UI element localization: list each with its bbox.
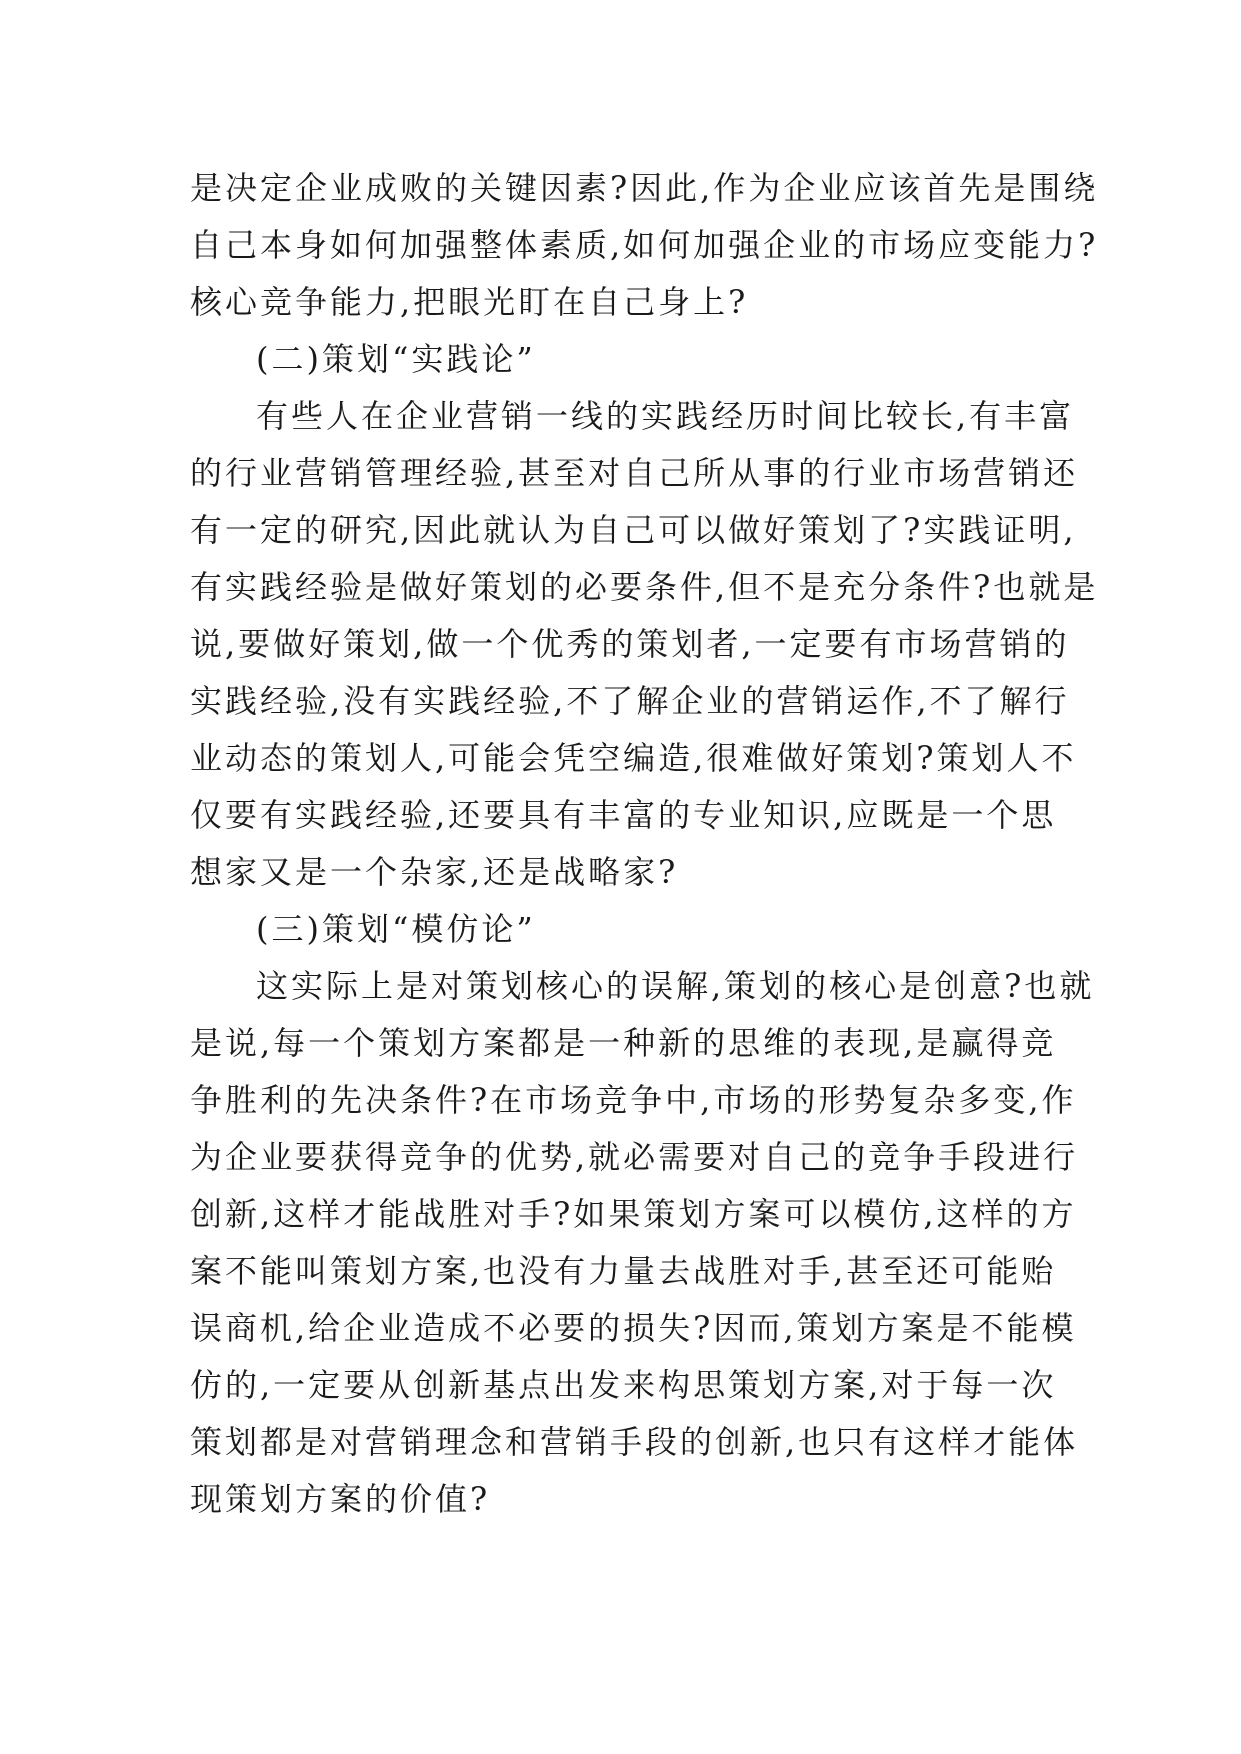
text-line: 想家又是一个杂家,还是战略家?: [190, 853, 679, 891]
text-line: 实践经验,没有实践经验,不了解企业的营销运作,不了解行: [190, 682, 1070, 720]
text-line: 争胜利的先决条件?在市场竞争中,市场的形势复杂多变,作: [190, 1081, 1077, 1119]
text-line: 的行业营销管理经验,甚至对自己所从事的行业市场营销还: [190, 454, 1079, 492]
document-body: [190, 160, 1099, 1528]
text-line: 核心竞争能力,把眼光盯在自己身上?: [190, 283, 749, 321]
text-line: 自己本身如何加强整体素质,如何加强企业的市场应变能力?: [190, 226, 1099, 264]
text-line: 误商机,给企业造成不必要的损失?因而,策划方案是不能模: [190, 1309, 1077, 1347]
text-line: 业动态的策划人,可能会凭空编造,很难做好策划?策划人不: [190, 739, 1077, 777]
text-line: 有一定的研究,因此就认为自己可以做好策划了?实践证明,: [190, 511, 1077, 549]
text-line: 有实践经验是做好策划的必要条件,但不是充分条件?也就是: [190, 568, 1099, 606]
paragraph-start-line: 有些人在企业营销一线的实践经历时间比较长,有丰富: [256, 397, 1075, 435]
section-heading: (三)策划“模仿论”: [256, 910, 536, 948]
section-heading: (二)策划“实践论”: [256, 340, 536, 378]
text-line: 策划都是对营销理念和营销手段的创新,也只有这样才能体: [190, 1423, 1079, 1461]
text-line: 创新,这样才能战胜对手?如果策划方案可以模仿,这样的方: [190, 1195, 1077, 1233]
text-line: 是决定企业成败的关键因素?因此,作为企业应该首先是围绕: [190, 169, 1099, 207]
text-line: 说,要做好策划,做一个优秀的策划者,一定要有市场营销的: [190, 625, 1070, 663]
text-line: 现策划方案的价值?: [190, 1480, 491, 1518]
text-line: 为企业要获得竞争的优势,就必需要对自己的竞争手段进行: [190, 1138, 1079, 1176]
text-line: 案不能叫策划方案,也没有力量去战胜对手,甚至还可能贻: [190, 1252, 1057, 1290]
text-line: 仿的,一定要从创新基点出发来构思策划方案,对于每一次: [190, 1366, 1057, 1404]
text-line: 是说,每一个策划方案都是一种新的思维的表现,是赢得竞: [190, 1024, 1057, 1062]
text-line: 仅要有实践经验,还要具有丰富的专业知识,应既是一个思: [190, 796, 1057, 834]
paragraph-start-line: 这实际上是对策划核心的误解,策划的核心是创意?也就: [256, 967, 1095, 1005]
